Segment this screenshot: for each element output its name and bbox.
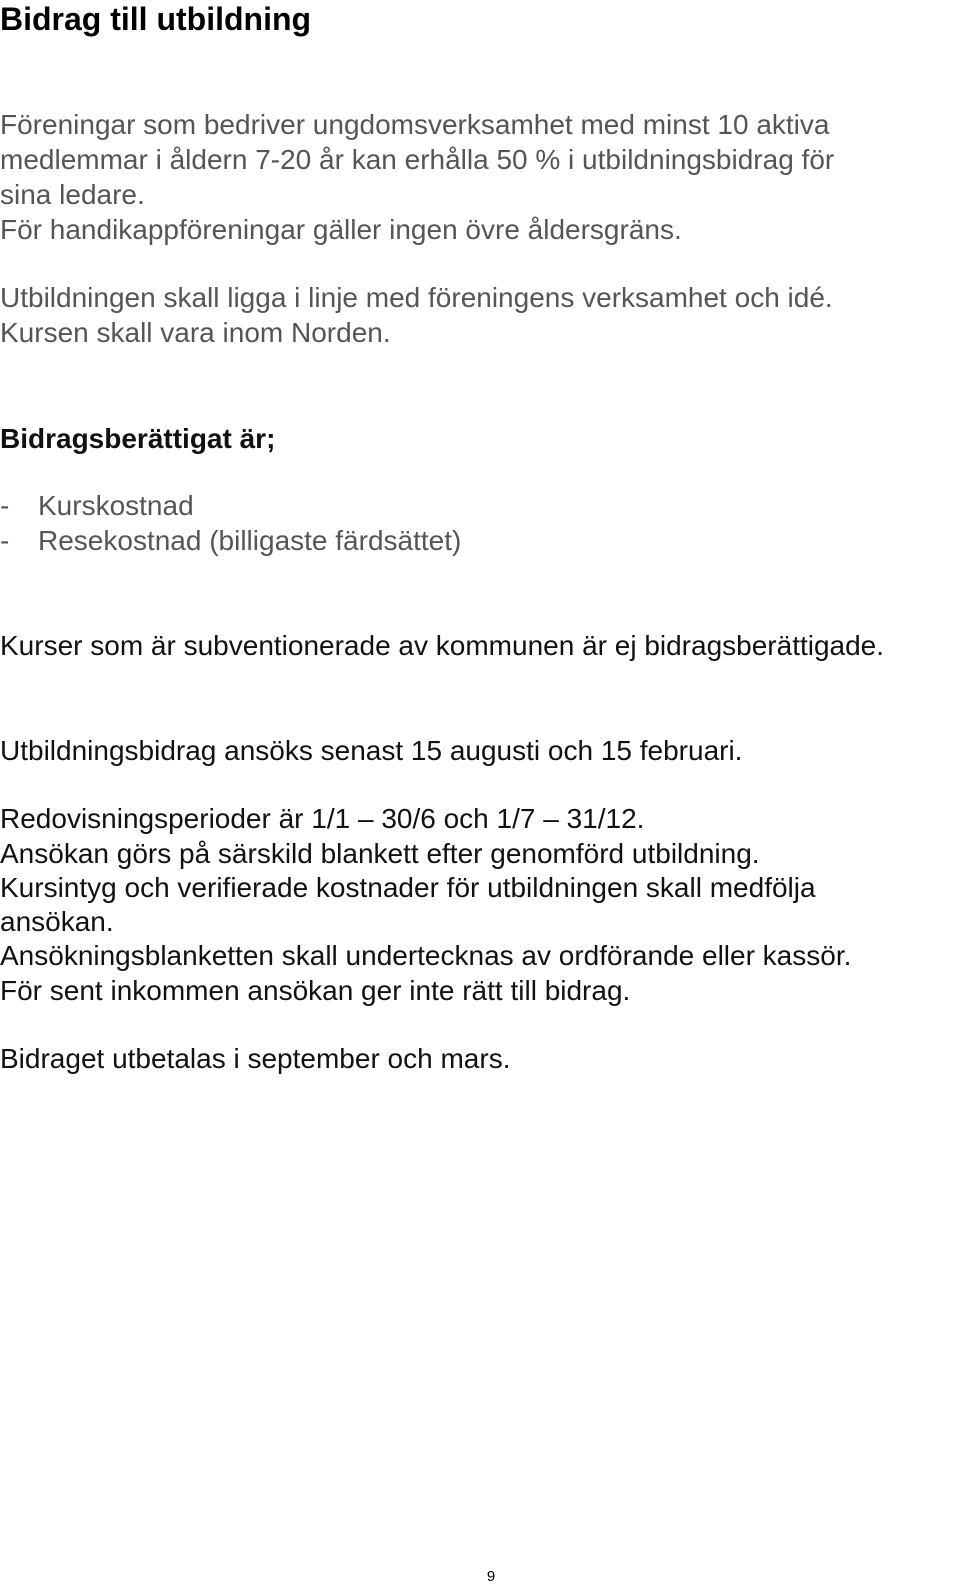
application-line: ansökan. <box>0 906 114 937</box>
application-line: Kursintyg och verifierade kostnader för utbildningen skall medfölja <box>0 872 816 903</box>
requirement-line: Utbildningen skall ligga i linje med föreningens verksamhet och idé. <box>0 282 833 313</box>
intro-line: medlemmar i åldern 7-20 år kan erhålla 50 % i utbildningsbidrag för <box>0 144 835 175</box>
intro-line: Föreningar som bedriver ungdomsverksamhet med minst 10 aktiva <box>0 109 830 140</box>
application-line: Ansökningsblanketten skall undertecknas av ordförande eller kassör. <box>0 940 852 971</box>
application-line: Ansökan görs på särskild blankett efter genomförd utbildning. <box>0 838 760 869</box>
intro-line: För handikappföreningar gäller ingen övre åldersgräns. <box>0 214 682 245</box>
deadline-note: Utbildningsbidrag ansöks senast 15 augusti och 15 februari. <box>0 735 743 766</box>
eligible-item <box>0 523 461 558</box>
requirement-line: Kursen skall vara inom Norden. <box>0 317 391 348</box>
payment-note: Bidraget utbetalas i september och mars. <box>0 1043 511 1074</box>
page-title: Bidrag till utbildning <box>0 1 312 37</box>
list-dash: - <box>0 525 10 556</box>
application-line: Redovisningsperioder är 1/1 – 30/6 och 1/7 – 31/12. <box>0 803 645 834</box>
eligible-item-text: Kurskostnad <box>38 490 194 521</box>
eligible-heading: Bidragsberättigat är; <box>0 423 276 454</box>
application-line: För sent inkommen ansökan ger inte rätt till bidrag. <box>0 975 631 1006</box>
intro-line: sina ledare. <box>0 179 145 210</box>
eligible-item <box>0 488 194 523</box>
list-dash: - <box>0 490 10 521</box>
not-eligible-note: Kurser som är subventionerade av kommunen är ej bidragsberättigade. <box>0 630 885 661</box>
page-number: 9 <box>486 1568 496 1585</box>
eligible-item-text: Resekostnad (billigaste färdsättet) <box>38 525 462 556</box>
